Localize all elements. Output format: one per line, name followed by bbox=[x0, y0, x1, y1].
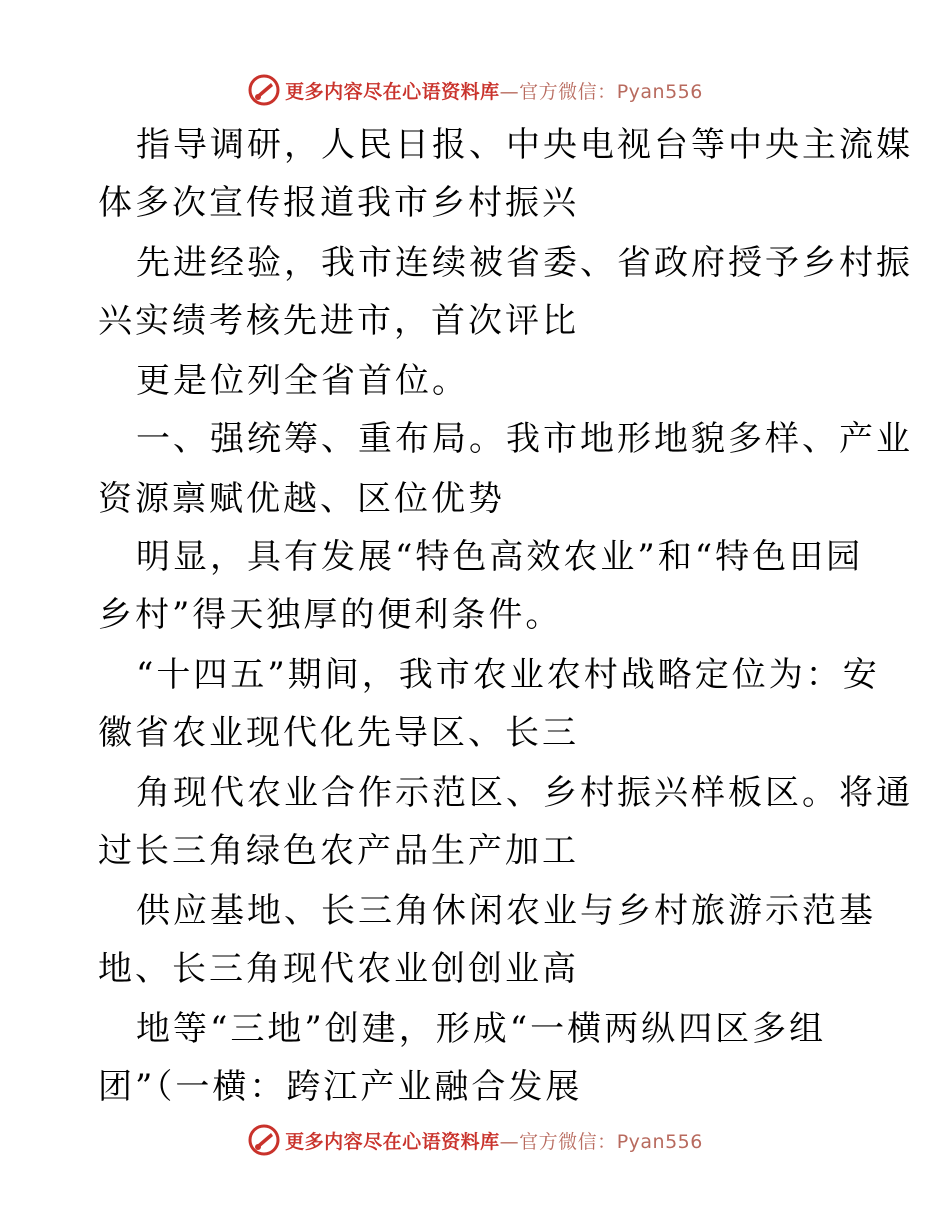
banner-separator: — bbox=[499, 80, 520, 103]
text-line: 乡村”得天独厚的便利条件。 bbox=[98, 595, 563, 635]
footer-watermark-banner bbox=[0, 1118, 950, 1162]
banner-wechat-id: Pyan556 bbox=[616, 80, 703, 103]
banner-title: 更多内容尽在心语资料库 bbox=[285, 1130, 500, 1153]
banner-text bbox=[285, 1127, 703, 1154]
text-line: 供应基地、长三角休闲农业与乡村旅游示范基 bbox=[136, 891, 876, 931]
text-line: “十四五”期间，我市农业农村战略定位为：安 bbox=[136, 655, 880, 695]
text-line: 徽省农业现代化先导区、长三 bbox=[98, 713, 579, 753]
banner-wechat-id: Pyan556 bbox=[616, 1130, 703, 1153]
banner-text bbox=[285, 77, 703, 104]
text-line: 资源禀赋优越、区位优势 bbox=[98, 479, 505, 519]
text-line: 团”（一横：跨江产业融合发展 bbox=[98, 1067, 583, 1107]
text-line: 地、长三角现代农业创创业高 bbox=[98, 949, 579, 989]
text-line: 先进经验，我市连续被省委、省政府授予乡村振 bbox=[136, 243, 913, 283]
text-line: 指导调研，人民日报、中央电视台等中央主流媒 bbox=[136, 125, 913, 165]
text-line: 兴实绩考核先进市，首次评比 bbox=[98, 301, 579, 341]
banner-suffix: 官方微信： bbox=[519, 1130, 617, 1153]
text-line: 角现代农业合作示范区、乡村振兴样板区。将通 bbox=[136, 773, 913, 813]
text-line: 一、强统筹、重布局。我市地形地貌多样、产业 bbox=[136, 419, 913, 459]
banner-separator: — bbox=[499, 1130, 520, 1153]
text-line: 更是位列全省首位。 bbox=[136, 361, 469, 401]
text-line: 地等“三地”创建，形成“一横两纵四区多组 bbox=[136, 1009, 827, 1049]
text-line: 明显，具有发展“特色高效农业”和“特色田园 bbox=[136, 537, 864, 577]
text-line: 体多次宣传报道我市乡村振兴 bbox=[98, 183, 579, 223]
brand-logo-icon bbox=[247, 1123, 281, 1157]
banner-title: 更多内容尽在心语资料库 bbox=[285, 80, 500, 103]
header-watermark-banner bbox=[0, 68, 950, 112]
brand-logo-icon bbox=[247, 73, 281, 107]
banner-suffix: 官方微信： bbox=[519, 80, 617, 103]
text-line: 过长三角绿色农产品生产加工 bbox=[98, 831, 579, 871]
